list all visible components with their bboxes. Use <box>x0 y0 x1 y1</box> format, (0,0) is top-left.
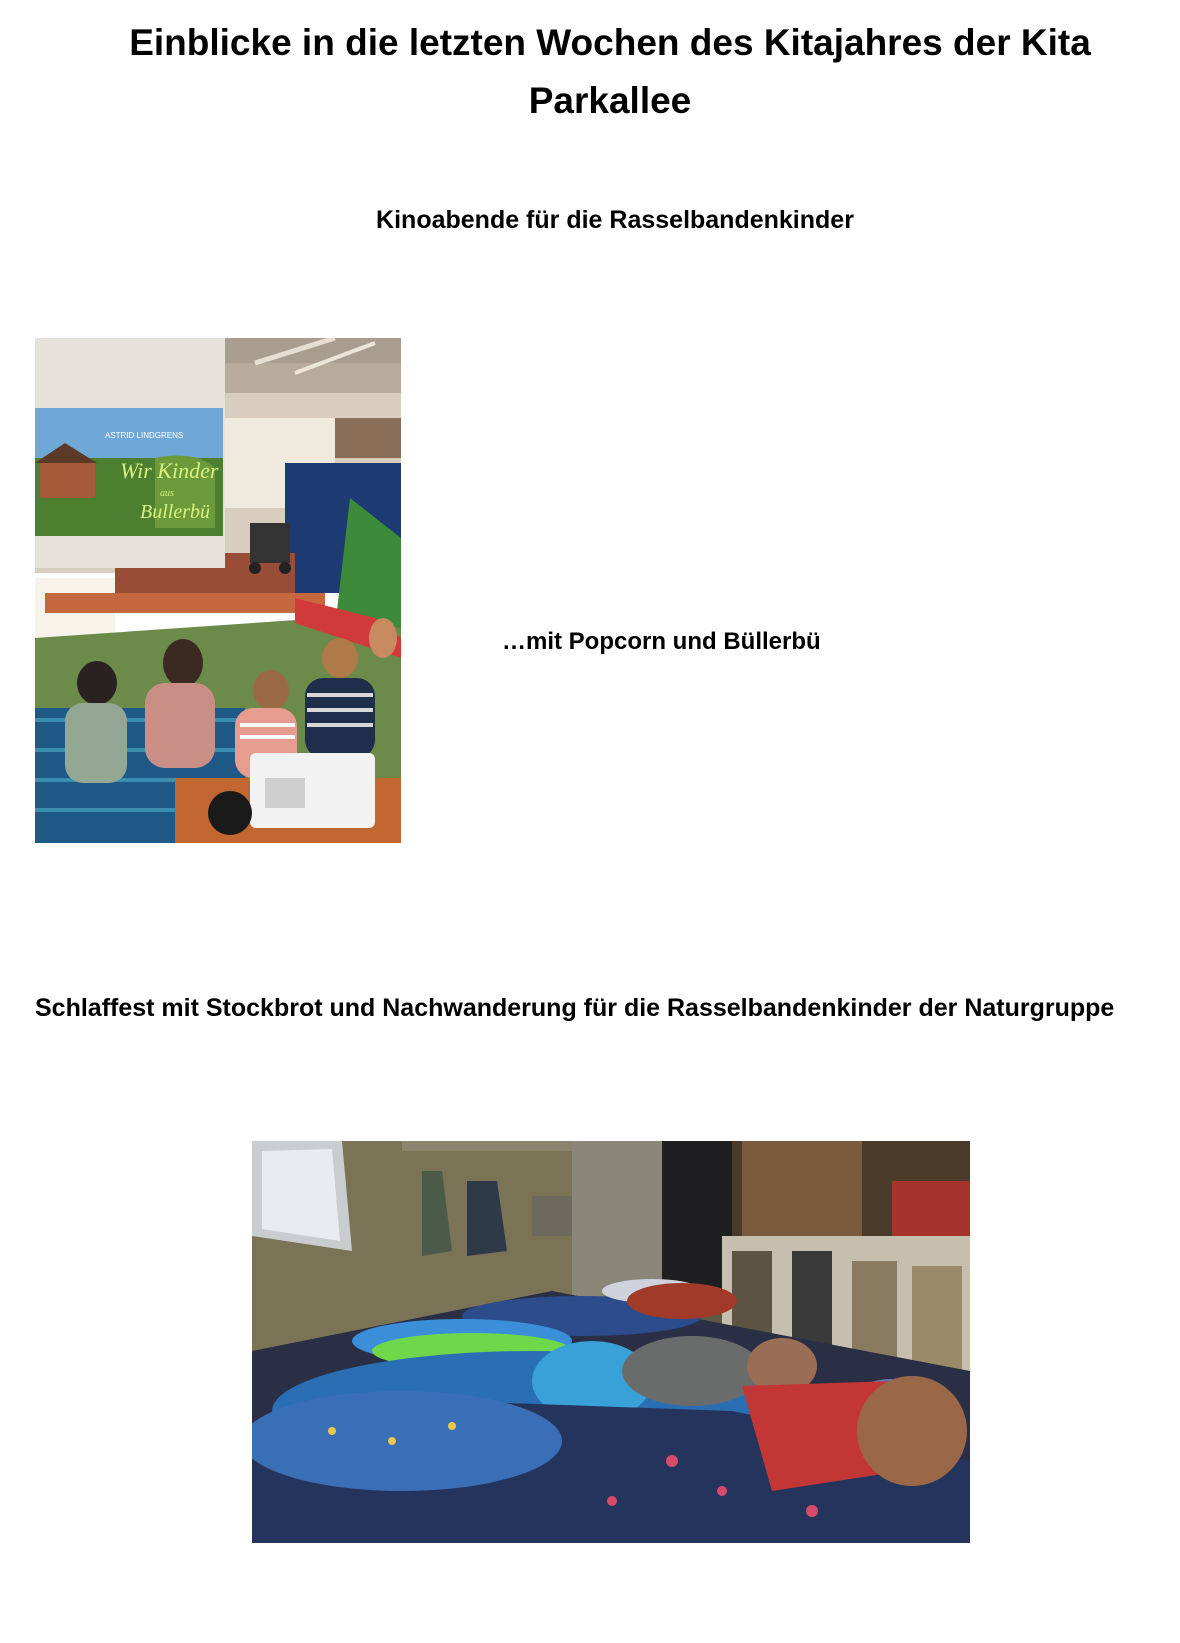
screen-title-text-2: aus <box>160 488 174 499</box>
section-heading-schlaffest: Schlaffest mit Stockbrot und Nachwanderung für die Rasselbandenkinder der Naturgruppe <box>35 994 1115 1022</box>
photo-sleepover <box>252 1141 970 1543</box>
screen-title-text: Wir Kinder <box>120 458 219 483</box>
section-heading-kinoabende: Kinoabende für die Rasselbandenkinder <box>376 206 854 234</box>
photo-caption-popcorn: …mit Popcorn und Büllerbü <box>502 628 821 655</box>
screen-author-text: ASTRID LINDGRENS <box>105 431 184 440</box>
photo-movie-night <box>35 338 401 843</box>
screen-title-text-3: Bullerbü <box>140 501 210 523</box>
page-title: Einblicke in die letzten Wochen des Kitajahres der Kita Parkallee <box>129 22 1091 121</box>
